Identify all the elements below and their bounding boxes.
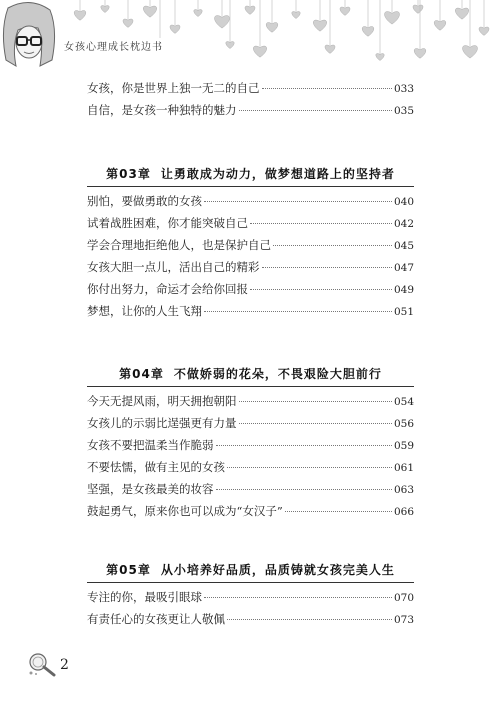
toc-entry	[87, 609, 414, 629]
toc-entry-title: 试着战胜困难，你才能突破自己	[87, 216, 248, 230]
toc-entry	[87, 279, 414, 299]
dot-leader	[250, 289, 392, 290]
toc-entry-page: 042	[393, 218, 414, 230]
dot-leader	[239, 401, 392, 402]
dot-leader	[262, 88, 392, 89]
hand-mirror-icon	[28, 651, 58, 677]
chapter-heading-03	[87, 165, 414, 182]
dot-leader	[273, 245, 392, 246]
toc-entry-title: 坚强，是女孩最美的妆容	[87, 482, 214, 496]
toc-entry	[87, 100, 414, 120]
toc-entry-page: 040	[393, 196, 414, 208]
chapter-number: 第03章	[106, 167, 151, 181]
toc-entry-page: 073	[393, 614, 414, 626]
toc-entry-title: 别怕，要做勇敢的女孩	[87, 194, 202, 208]
toc-entry-page: 061	[393, 462, 414, 474]
dot-leader	[262, 267, 392, 268]
chapter-heading-04	[87, 365, 414, 382]
toc-entry	[87, 435, 414, 455]
toc-entry-title: 女孩儿的示弱比逞强更有力量	[87, 416, 237, 430]
toc-entry	[87, 413, 414, 433]
chapter-number: 第04章	[119, 367, 164, 381]
toc-entry	[87, 191, 414, 211]
dot-leader	[204, 201, 392, 202]
chapter-title: 不做娇弱的花朵，不畏艰险大胆前行	[173, 367, 382, 381]
toc-entry-title: 女孩大胆一点儿，活出自己的精彩	[87, 260, 260, 274]
toc-entry-title: 今天无提风雨，明天拥抱朝阳	[87, 394, 237, 408]
dot-leader	[239, 110, 392, 111]
dot-leader	[216, 445, 392, 446]
toc-entry-title: 女孩不要把温柔当作脆弱	[87, 438, 214, 452]
chapter-title: 让勇敢成为动力，做梦想道路上的坚持者	[160, 167, 395, 181]
toc-entry	[87, 257, 414, 277]
toc-entry-page: 056	[393, 418, 414, 430]
toc-entry-page: 045	[393, 240, 414, 252]
toc-entry-title: 女孩，你是世界上独一无二的自己	[87, 81, 260, 95]
toc-entry-title: 梦想，让你的人生飞翔	[87, 304, 202, 318]
toc-entry-title: 你付出努力，命运才会给你回报	[87, 282, 248, 296]
toc-entry-page: 059	[393, 440, 414, 452]
toc-entry	[87, 78, 414, 98]
toc-entry	[87, 301, 414, 321]
header-title: 女孩心理成长枕边书	[60, 38, 167, 53]
toc-entry-page: 047	[393, 262, 414, 274]
toc-entry	[87, 479, 414, 499]
toc-entry-title: 鼓起勇气，原来你也可以成为“女汉子”	[87, 504, 283, 518]
chapter-number: 第05章	[106, 563, 151, 577]
toc-entry	[87, 235, 414, 255]
toc-entry-page: 063	[393, 484, 414, 496]
toc-entry-page: 054	[393, 396, 414, 408]
dot-leader	[227, 619, 392, 620]
page-number: 2	[60, 657, 69, 673]
toc-entry	[87, 213, 414, 233]
toc-entry	[87, 587, 414, 607]
dot-leader	[285, 511, 392, 512]
toc-entry-page: 066	[393, 506, 414, 518]
chapter-rule	[87, 386, 414, 387]
toc-entry-page: 035	[393, 105, 414, 117]
dot-leader	[204, 311, 392, 312]
dot-leader	[216, 489, 392, 490]
toc-entry-page: 033	[393, 83, 414, 95]
dot-leader	[239, 423, 392, 424]
toc-entry	[87, 391, 414, 411]
chapter-heading-05	[87, 561, 414, 578]
dot-leader	[227, 467, 392, 468]
toc-entry-page: 049	[393, 284, 414, 296]
chapter-rule	[87, 582, 414, 583]
toc-entry-page: 051	[393, 306, 414, 318]
toc-entry	[87, 457, 414, 477]
toc-entry-title: 学会合理地拒绝他人，也是保护自己	[87, 238, 271, 252]
toc-entry-title: 有责任心的女孩更让人敬佩	[87, 612, 225, 626]
toc-entry-title: 不要怯懦，做有主见的女孩	[87, 460, 225, 474]
toc-entry	[87, 501, 414, 521]
chapter-title: 从小培养好品质，品质铸就女孩完美人生	[160, 563, 395, 577]
toc-entry-title: 自信，是女孩一种独特的魅力	[87, 103, 237, 117]
toc-entry-title: 专注的你，最吸引眼球	[87, 590, 202, 604]
chapter-rule	[87, 186, 414, 187]
toc-entry-page: 070	[393, 592, 414, 604]
dot-leader	[204, 597, 392, 598]
dot-leader	[250, 223, 392, 224]
